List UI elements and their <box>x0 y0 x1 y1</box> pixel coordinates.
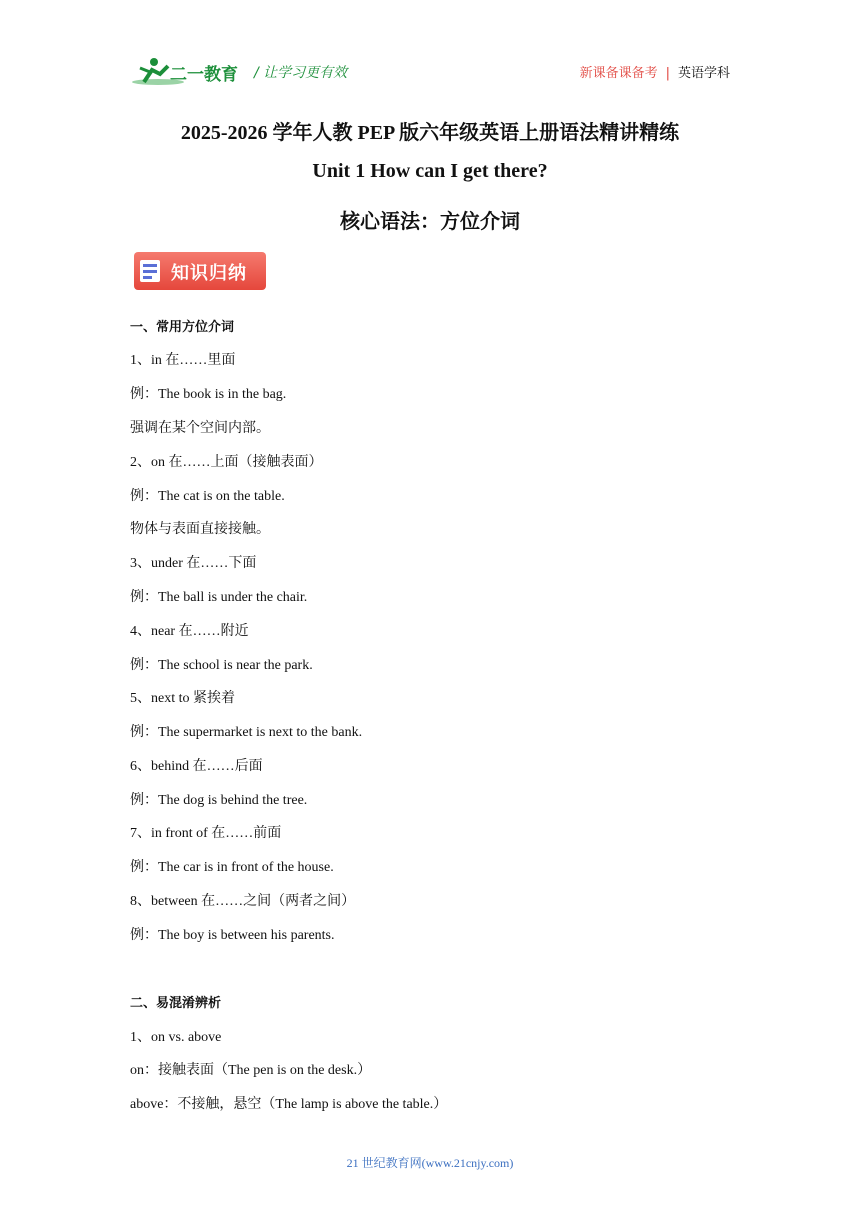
topic-title: 核心语法：方位介词 <box>340 209 520 233</box>
item-line: 1、on vs. above <box>130 1030 222 1045</box>
page-footer: 21 世纪教育网(www.21cnjy.com) <box>346 1156 514 1170</box>
knowledge-badge <box>133 251 267 291</box>
slogan: / 让学习更有效 <box>254 65 348 81</box>
section-heading: 二、易混淆辨析 <box>130 996 222 1011</box>
unit-title: Unit 1 How can I get there? <box>312 160 548 182</box>
example-line: 例：The school is near the park. <box>130 658 313 673</box>
example-line: 例：The boy is between his parents. <box>130 928 335 943</box>
document-title: 2025-2026 学年人教 PEP 版六年级英语上册语法精讲精练 <box>180 122 680 144</box>
item-line: 1、in 在……里面 <box>130 353 236 368</box>
note-line: 物体与表面直接接触。 <box>130 522 270 537</box>
example-line: 例：The cat is on the table. <box>130 489 285 504</box>
example-line: 例：The dog is behind the tree. <box>130 793 308 808</box>
item-line: 3、under 在……下面 <box>130 556 257 571</box>
explanation-line: on：接触表面（The pen is on the desk.） <box>130 1063 372 1078</box>
header-category: 新课备课备考 <box>579 66 658 81</box>
logo <box>130 56 242 88</box>
header-right <box>580 62 730 81</box>
example-line: 例：The supermarket is next to the bank. <box>130 725 363 740</box>
example-line: 例：The car is in front of the house. <box>130 860 334 875</box>
explanation-line: above：不接触，悬空（The lamp is above the table.） <box>130 1097 448 1112</box>
logo-text: 二一教育 <box>170 65 238 85</box>
item-line: 6、behind 在……后面 <box>130 759 263 774</box>
item-line: 7、in front of 在……前面 <box>130 826 282 841</box>
example-line: 例：The ball is under the chair. <box>130 590 308 605</box>
item-line: 8、between 在……之间（两者之间） <box>130 894 356 909</box>
item-line: 2、on 在……上面（接触表面） <box>130 455 323 470</box>
item-line: 5、next to 紧挨着 <box>130 691 235 706</box>
header-subject: 英语学科 <box>677 66 730 81</box>
page-header <box>130 56 730 88</box>
header-separator: | <box>665 66 670 81</box>
badge-label: 知识归纳 <box>171 263 247 284</box>
example-line: 例：The book is in the bag. <box>130 387 287 402</box>
item-line: 4、near 在……附近 <box>130 624 249 639</box>
note-line: 强调在某个空间内部。 <box>130 421 270 436</box>
section-heading: 一、常用方位介词 <box>130 320 235 335</box>
